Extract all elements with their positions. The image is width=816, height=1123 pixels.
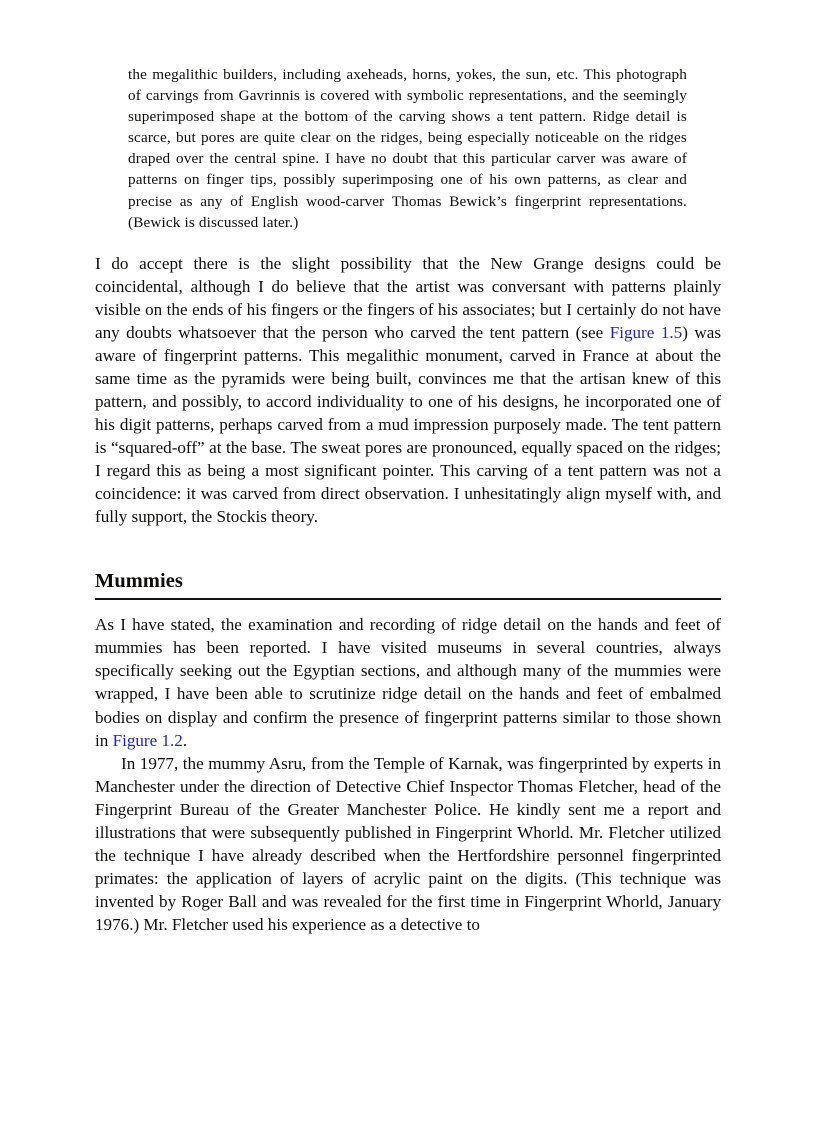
paragraph-text-part: .	[182, 730, 188, 750]
section-mummies	[95, 569, 721, 600]
text-column	[95, 64, 721, 936]
paragraph-text-part: I do accept there is the slight possibility that the New Grange designs could be coincidental, although I do believe that the artist was conversant with patterns plainly visible on the ends of his fingers or the fingers of his associates; but I certainly do not have any doubts whatsoever that the person who carved the tent pattern (see	[95, 253, 721, 342]
block-quote-extract: the megalithic builders, including axeheads, horns, yokes, the sun, etc. This photograph of carvings from Gavrinnis is covered with symbolic representations, and the seemingly superimposed shape at the bottom of the carving shows a tent pattern. Ridge detail is scarce, but pores are quite clear on the ridges, being especially noticeable on the ridges draped over the central spine. I have no doubt that this particular carver was aware of patterns on finger tips, possibly superimposing one of his own patterns, as clear and precise as any of English wood-carver Thomas Bewick’s fingerprint representations. (Bewick is discussed later.)	[128, 66, 687, 231]
figure-1-5-link[interactable]: Figure 1.5	[609, 322, 683, 342]
paragraph-stockis-theory	[95, 252, 721, 529]
paragraph-text-part: As I have stated, the examination and recording of ridge detail on the hands and feet of mummies has been reported. I have visited museums in several countries, always specifically seeking out the Egyptian sections, and although many of the mummies were wrapped, I have been able to scrutinize ridge detail on the hands and feet of embalmed bodies on display and confirm the presence of fingerprint patterns similar to those shown in	[95, 615, 721, 750]
section-heading-mummies: Mummies	[95, 570, 183, 593]
section-heading-rule	[95, 598, 721, 600]
paragraph-text-part: ) was aware of fingerprint patterns. This megalithic monument, carved in France at about the same time as the pyramids were being built, convinces me that the artisan knew of this pattern, and possibly, to accord individuality to one of his designs, he incorporated one of his digit patterns, perhaps carved from a mud impression purposely made. The tent pattern is “squared-off” at the base. The sweat pores are pronounced, equally spaced on the ridges; I regard this as being a most significant pointer. This carving of a tent pattern was not a coincidence: it was carved from direct observation. I unhesitatingly align myself with, and fully support, the Stockis theory.	[95, 322, 721, 527]
figure-1-2-link[interactable]: Figure 1.2	[112, 730, 183, 750]
paragraph-mummies-intro	[95, 613, 721, 751]
paragraph-text-part: In 1977, the mummy Asru, from the Temple of Karnak, was fingerprinted by experts in Manchester under the direction of Detective Chief Inspector Thomas Fletcher, head of the Fingerprint Bureau of the Greater Manchester Police. He kindly sent me a report and illustrations that were subsequently published in Fingerprint Whorld. Mr. Fletcher utilized the technique I have already described when the Hertfordshire personnel fingerprinted primates: the application of layers of acrylic paint on the digits. (This technique was invented by Roger Ball and was revealed for the first time in	[95, 753, 721, 911]
paragraph-text-part: Fingerprint Whorld, January 1976.) Mr. Fletcher used his experience as a detective to	[95, 891, 721, 934]
paragraph-asru-mummy	[95, 752, 721, 936]
